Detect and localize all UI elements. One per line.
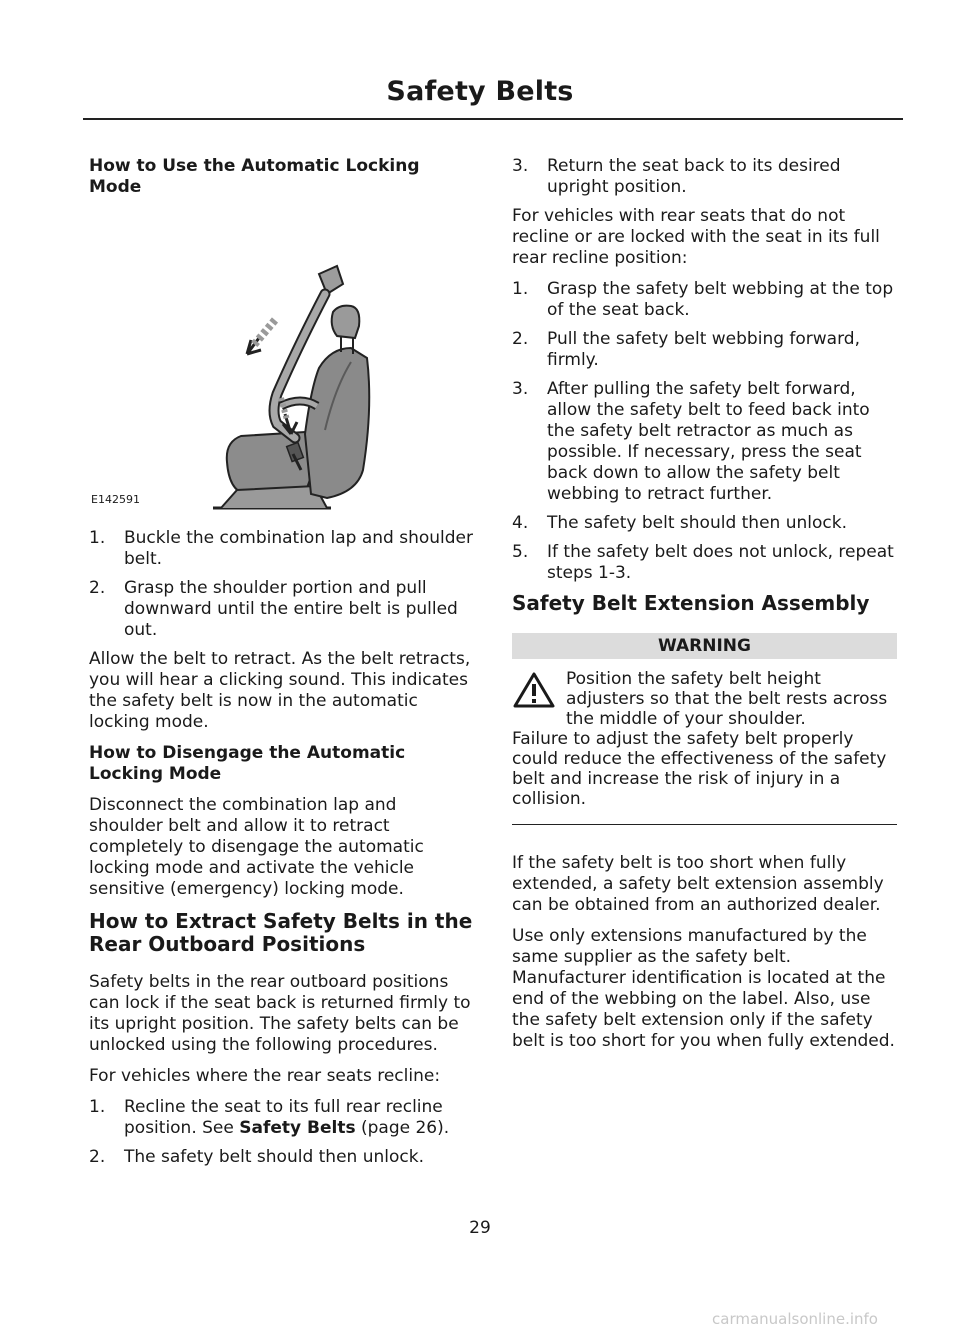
heading-automatic-locking-mode: How to Use the Automatic Locking Mode xyxy=(89,156,420,197)
page-number: 29 xyxy=(469,1218,491,1238)
list-text: Recline the seat to its full rear recline position. See xyxy=(124,1097,443,1138)
list-text: The safety belt should then unlock. xyxy=(547,513,847,533)
list-item xyxy=(89,1147,474,1168)
paragraph-disengage: Disconnect the combination lap and shoulder belt and allow it to retract completely to disengage the automatic locking mode and activate the vehicle sensitive (emergency) locking mode. xyxy=(89,795,424,899)
list-text: The safety belt should then unlock. xyxy=(124,1147,424,1167)
list-text: (page 26). xyxy=(355,1118,450,1138)
seat-belt-illustration xyxy=(89,208,474,516)
warning-divider xyxy=(512,824,897,825)
list-item xyxy=(89,578,474,641)
warning-banner: WARNING xyxy=(512,633,897,659)
cross-reference-link[interactable]: Safety Belts xyxy=(239,1118,356,1138)
list-text: Pull the safety belt webbing forward, firmly. xyxy=(547,329,860,370)
list-number: 1. xyxy=(89,528,106,548)
list-item xyxy=(512,542,897,584)
list-number: 3. xyxy=(512,379,529,399)
paragraph-too-short: If the safety belt is too short when fully extended, a safety belt extension assembly can be obtained from an authorized dealer. xyxy=(512,853,884,915)
list-number: 2. xyxy=(89,578,106,598)
list-item xyxy=(89,1097,474,1139)
warning-text-continued: Failure to adjust the safety belt properly could reduce the effectiveness of the safety belt and increase the risk of injury in a collision. xyxy=(512,729,887,809)
paragraph-no-recline: For vehicles with rear seats that do not recline or are locked with the seat in its full rear recline position: xyxy=(512,206,880,268)
list-item xyxy=(512,329,897,371)
paragraph-retract: Allow the belt to retract. As the belt retracts, you will hear a clicking sound. This indicates the safety belt is now in the automatic locking mode. xyxy=(89,649,471,732)
figure-id: E142591 xyxy=(91,493,140,506)
list-text: If the safety belt does not unlock, repeat steps 1-3. xyxy=(547,542,894,583)
warning-text: Position the safety belt height adjusters so that the belt rests across the middle of your shoulder. xyxy=(566,669,888,729)
heading-extract-rear-outboard: How to Extract Safety Belts in the Rear Outboard Positions xyxy=(89,909,473,956)
warning-block xyxy=(512,669,897,809)
list-number: 1. xyxy=(512,279,529,299)
list-item xyxy=(512,513,897,534)
list-text: Grasp the safety belt webbing at the top of the seat back. xyxy=(547,279,894,320)
heading-disengage: How to Disengage the Automatic Locking Mode xyxy=(89,743,406,784)
list-item xyxy=(512,279,897,321)
list-text: After pulling the safety belt forward, allow the safety belt to feed back into the safety belt retractor as much as possible. If necessary, press the seat back down to allow the safety belt webbing to retract further. xyxy=(547,379,870,504)
list-text: Buckle the combination lap and shoulder belt. xyxy=(124,528,473,569)
seat-with-belt-image xyxy=(207,208,447,514)
right-column xyxy=(512,156,897,1062)
list-text: Grasp the shoulder portion and pull downward until the entire belt is pulled out. xyxy=(124,578,458,640)
warning-triangle-icon xyxy=(512,671,556,713)
list-item xyxy=(89,528,474,570)
watermark: carmanualsonline.info xyxy=(712,1310,878,1328)
list-item xyxy=(512,379,897,505)
paragraph-extract: Safety belts in the rear outboard positions can lock if the seat back is returned firmly to its upright position. The safety belts can be unlocked using the following procedures. xyxy=(89,972,471,1055)
list-number: 4. xyxy=(512,513,529,533)
paragraph-use-only: Use only extensions manufactured by the same supplier as the safety belt. Manufacturer identification is located at the end of the webbing on the label. Also, use the safety belt extension only if the safety belt is too short for you when fully extended. xyxy=(512,926,895,1051)
list-number: 2. xyxy=(89,1147,106,1167)
left-column xyxy=(89,156,474,1176)
list-item xyxy=(512,156,897,198)
page-title: Safety Belts xyxy=(386,76,574,107)
heading-extension-assembly: Safety Belt Extension Assembly xyxy=(512,591,870,615)
list-number: 5. xyxy=(512,542,529,562)
list-text: Return the seat back to its desired upright position. xyxy=(547,156,841,197)
list-number: 1. xyxy=(89,1097,106,1117)
list-number: 2. xyxy=(512,329,529,349)
header-divider xyxy=(83,118,903,120)
list-number: 3. xyxy=(512,156,529,176)
paragraph-recline: For vehicles where the rear seats recline: xyxy=(89,1066,441,1086)
